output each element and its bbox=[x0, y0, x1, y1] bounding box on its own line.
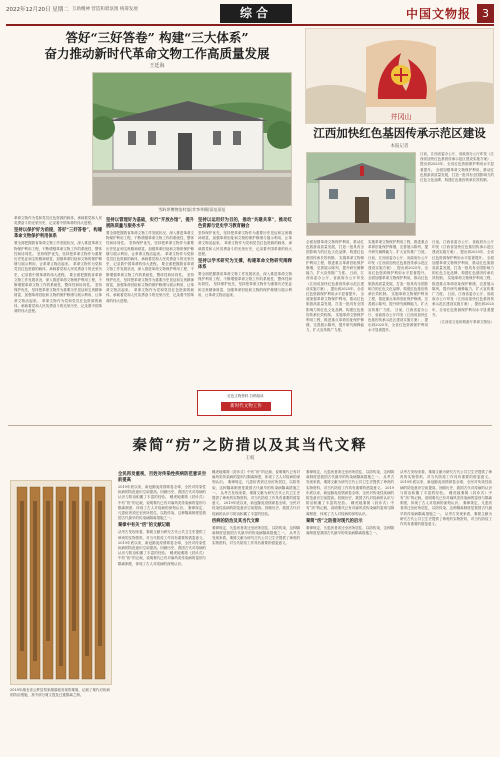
bamboo-slips-image bbox=[10, 480, 112, 685]
paragraph: 2019年底以来，新冠肺炎疫情席卷全球，全民对传染性疾病的防范意识空前提高。回顾历史，我国古代对疫病的认识与防治积累了丰富的经验。 bbox=[306, 485, 394, 506]
article2-author: 本报记者 bbox=[390, 144, 409, 149]
article2-caption: （江西省文化和旅游厅革命文物处） bbox=[438, 320, 494, 325]
paragraph: 全面加强革命文物保护利用，推动红色旅游高质量发展，打造一批具有全国影响力的红色文化品牌，构建红色基因传承长效机制。 bbox=[432, 255, 494, 281]
svg-text:井冈山: 井冈山 bbox=[390, 113, 412, 121]
page-number: 3 bbox=[477, 4, 494, 23]
paragraph: 日前，江西省委办公厅、省政府办公厅印发《江西省加快红色基因传承示范区建设实施方案》，提出到2025年，全省红色资源保护利用水平显著提升。 bbox=[368, 307, 428, 333]
paragraph: 坚持保护优先，坚持把革命文物作为重要历史见证和宝贵精神财富，加强革命旧址和文物的保护修缮与展示利用，让革命文物活起来。 bbox=[106, 241, 194, 256]
article1-subhead: 坚持以学术研究为支撑，构建革命文物研究阐释体系 bbox=[198, 259, 292, 271]
paragraph: 坚持保护优先，坚持把革命文物作为重要历史见证和宝贵精神财富，加强革命旧址和文物的保护修缮与展示利用，让革命文物活起来。 bbox=[14, 283, 102, 303]
paragraph: 秦律规定，凡患疠者须迁至疠所居住，以防传染，这种隔离制度是我国古代最早的传染病隔离措施之一。 bbox=[118, 505, 206, 521]
article1-headline[interactable] bbox=[14, 30, 300, 62]
paragraph: 坚持保护优先，坚持把革命文物作为重要历史见证和宝贵精神财富，加强革命旧址和文物的保护修缮与展示利用，让革命文物活起来。 bbox=[198, 282, 292, 297]
article3-subhead: 秦律中有关“疠”的文献记载 bbox=[118, 523, 171, 529]
paragraph: 要全面把握我省革命文物工作发展状况，深入推进革命文物保护利用工程，不断增强革命文物工作的系统性、整体性和协同性。 bbox=[14, 272, 102, 288]
paragraph: 革命文物作为党和党员红色资源的载体，承载着党和人民英勇奋斗的光荣历史，记录着中国革命的伟大进程。 bbox=[14, 262, 102, 277]
paragraph: 革命文物作为党和党员红色资源的载体，承载着党和人民英勇奋斗的光荣历史，记录着中国革命的伟大进程。 bbox=[14, 298, 102, 314]
article1-author: 王廷海 bbox=[149, 63, 165, 69]
paragraph: 睡虎地秦简《封诊式》中有“疠”的记载，说明秦代已有对麻风类传染病的鉴别与隔离制度，体现了古人对疫病的深刻认识。 bbox=[400, 490, 492, 506]
paragraph: 从考古发现来看，秦简文献为研究古代公共卫生史提供了珍贵的实物资料，对当代防疫工作具有重要的借鉴意义。 bbox=[400, 470, 492, 480]
paragraph: 从考古发现来看，秦简文献为研究古代公共卫生史提供了珍贵的实物资料，对当代防疫工作具有重要的借鉴意义。 bbox=[118, 530, 206, 540]
paragraph: 实施革命文物保护利用工程，推进重点革命旧址保护修缮，完善展示陈列，提升研究阐释能力，扩大宣传推广力度。 bbox=[368, 292, 428, 312]
article1-column-1 bbox=[14, 216, 102, 428]
article1-photo bbox=[92, 72, 292, 206]
paragraph: 睡虎地秦简《封诊式》中有“疠”的记载，说明秦代已有对麻风类传染病的鉴别与隔离制度，体现了古人对疫病的深刻认识。 bbox=[118, 551, 206, 566]
paragraph: 实施革命文物保护利用工程，推进重点革命旧址保护修缮，完善展示陈列，提升研究阐释能力，扩大宣传推广力度。 bbox=[432, 276, 494, 297]
paragraph: 坚持保护优先，坚持把革命文物作为重要历史见证和宝贵精神财富，加强革命旧址和文物的保护修缮与展示利用，让革命文物活起来。 bbox=[198, 231, 292, 246]
paragraph: 日前，江西省委办公厅、省政府办公厅印发《江西省加快红色基因传承示范区建设实施方案》，提出到2025年，全省红色资源保护利用水平显著提升。 bbox=[306, 271, 364, 297]
article3-column-2 bbox=[212, 470, 300, 752]
paragraph: 实施革命文物保护利用工程，推进重点革命旧址保护修缮，完善展示陈列，提升研究阐释能力，扩大宣传推广力度。 bbox=[306, 312, 364, 333]
article3-headline[interactable]: 秦简“疠”之防措以及其当代文释 bbox=[132, 437, 368, 454]
paragraph: 从考古发现来看，秦简文献为研究古代公共卫生史提供了珍贵的实物资料，对当代防疫工作具有重要的借鉴意义。 bbox=[400, 511, 492, 527]
paragraph: 秦律规定，凡患疠者须迁至疠所居住，以防传染，这种隔离制度是我国古代最早的传染病隔离措施之一。 bbox=[306, 470, 394, 480]
article1-headline-line2: 奋力推动新时代革命文物工作高质量发展 bbox=[44, 46, 270, 61]
article3-column-1 bbox=[118, 470, 206, 752]
bamboo-slips-caption: 2019年湖北省云梦县郑家湖墓地发现的秦简，记载了秦代对疠病的防治措施，其中部分简文提及迁徙隔离之制。 bbox=[10, 688, 110, 697]
section-title: 综合 bbox=[220, 4, 292, 23]
paragraph: 从考古发现来看，秦简文献为研究古代公共卫生史提供了珍贵的实物资料，对当代防疫工作具有重要的借鉴意义。 bbox=[212, 531, 300, 546]
article1-subhead: 坚持以运用好为目的，推动“共建共享”，推动红色资源与党史学习教育融合 bbox=[198, 218, 292, 229]
paragraph: 睡虎地秦简《封诊式》中有“疠”的记载，说明秦代已有对麻风类传染病的鉴别与隔离制度，体现了古人对疫病的深刻认识。 bbox=[306, 501, 394, 516]
paragraph: 从考古发现来看，秦简文献为研究古代公共卫生史提供了珍贵的实物资料，对当代防疫工作具有重要的借鉴意义。 bbox=[306, 475, 394, 490]
article1-headline-line1: 答好“三好答卷” 构建“三大体系” bbox=[65, 30, 249, 45]
paragraph: 2019年底以来，新冠肺炎疫情席卷全球，全民对传染性疾病的防范意识空前提高。回顾历史，我国古代对疫病的认识与防治积累了丰富的经验。 bbox=[400, 480, 492, 495]
article3-column-4 bbox=[400, 470, 492, 752]
paragraph: 全面加强革命文物保护利用，推动红色旅游高质量发展，打造一批具有全国影响力的红色文化品牌，构建红色基因传承长效机制。 bbox=[306, 240, 364, 260]
article1-column-3 bbox=[198, 216, 292, 386]
paragraph: 从考古发现来看，秦简文献为研究古代公共卫生史提供了珍贵的实物资料，对当代防疫工作具有重要的借鉴意义。 bbox=[212, 490, 300, 506]
article2-column-1 bbox=[420, 152, 494, 236]
paragraph: 要全面把握我省革命文物工作发展状况，深入推进革命文物保护利用工程，不断增强革命文物工作的系统性、整体性和协同性。 bbox=[198, 272, 292, 287]
party-emblem-image bbox=[305, 28, 494, 124]
paragraph: 实施革命文物保护利用工程，推进重点革命旧址保护修缮，完善展示陈列，提升研究阐释能力，扩大宣传推广力度。 bbox=[368, 240, 428, 255]
article1-column-2 bbox=[106, 216, 194, 421]
paragraph: 日前，江西省委办公厅、省政府办公厅印发《江西省加快红色基因传承示范区建设实施方案》，提出到2025年，全省红色资源保护利用水平显著提升。 bbox=[432, 292, 494, 317]
paragraph: 睡虎地秦简《封诊式》中有“疠”的记载，说明秦代已有对麻风类传染病的鉴别与隔离制度，体现了古人对疫病的深刻认识。 bbox=[212, 470, 300, 485]
section-divider bbox=[8, 425, 492, 426]
paragraph: 秦律规定，凡患疠者须迁至疠所居住，以防传染，这种隔离制度是我国古代最早的传染病隔离措施之一。 bbox=[306, 525, 394, 536]
paragraph: 坚持保护优先，坚持把革命文物作为重要历史见证和宝贵精神财富，加强革命旧址和文物的保护修缮与展示利用，让革命文物活起来。 bbox=[14, 251, 102, 267]
paragraph: 日前，江西省委办公厅、省政府办公厅印发《江西省加快红色基因传承示范区建设实施方案》，提出到2025年，全省红色资源保护利用水平显著提升。 bbox=[432, 240, 494, 260]
paragraph: 革命文物作为党和党员红色资源的载体，承载着党和人民英勇奋斗的光荣历史，记录着中国革命的伟大进程。 bbox=[106, 251, 194, 267]
article3-subhead: 全民再发重视，百姓对传染性疾病防范意识空前提高 bbox=[118, 472, 206, 483]
article1-subhead: 坚持以保护好为前提，答好“三好答卷”，构建革命文物保护利用体系 bbox=[14, 228, 102, 240]
newspaper-logo: 中国文物报 bbox=[406, 7, 472, 21]
article3-subhead: 疠病的防治及其当代文释 bbox=[212, 518, 260, 524]
article2-headline[interactable]: 江西加快红色基因传承示范区建设 bbox=[313, 126, 486, 140]
paragraph: 秦律规定，凡患疠者须迁至疠所居住，以防传染，这种隔离制度是我国古代最早的传染病隔离措施之一。 bbox=[212, 480, 300, 495]
paragraph: 睡虎地秦简《封诊式》中有“疠”的记载，说明秦代已有对麻风类传染病的鉴别与隔离制度，体现了古人对疫病的深刻认识。 bbox=[118, 495, 206, 510]
paragraph: 全面加强革命文物保护利用，推动红色旅游高质量发展，打造一批具有全国影响力的红色文化品牌，构建红色基因传承长效机制。 bbox=[306, 292, 364, 317]
article3-subhead: 秦简“疠”之防措对现代的启示 bbox=[306, 518, 363, 524]
article1-subhead: 坚持以管理好为基础，实行“开放办馆”，提升展陈质量与服务水平 bbox=[106, 218, 194, 229]
promo-text: 红色文物资料 扫码阅读 bbox=[227, 394, 264, 398]
paragraph: 日前，江西省委办公厅、省政府办公厅印发《江西省加快红色基因传承示范区建设实施方案》，提出到2025年，全省红色资源保护利用水平显著提升。 bbox=[368, 255, 428, 276]
article2-column-2 bbox=[306, 240, 364, 422]
paragraph: 要全面把握我省革命文物工作发展状况，深入推进革命文物保护利用工程，不断增强革命文物工作的系统性、整体性和协同性。 bbox=[106, 262, 194, 277]
article3-column-3 bbox=[306, 470, 394, 752]
paragraph: 革命文物作为党和党员红色资源的载体，承载着党和人民英勇奋斗的光荣历史，记录着中国革命的伟大进程。 bbox=[106, 288, 194, 303]
paragraph: 全面加强革命文物保护利用，推动红色旅游高质量发展，打造一批具有全国影响力的红色文化品牌，构建红色基因传承长效机制。 bbox=[368, 276, 428, 297]
article2-column-3 bbox=[368, 240, 428, 422]
paragraph: 2019年底以来，新冠肺炎疫情席卷全球，全民对传染性疾病的防范意识空前提高。回顾历史，我国古代对疫病的认识与防治积累了丰富的经验。 bbox=[118, 540, 206, 556]
paragraph: 2019年底以来，新冠肺炎疫情席卷全球，全民对传染性疾病的防范意识空前提高。回顾历史，我国古代对疫病的认识与防治积累了丰富的经验。 bbox=[212, 501, 300, 516]
promo-box[interactable] bbox=[197, 390, 292, 416]
paragraph: 坚持保护优先，坚持把革命文物作为重要历史见证和宝贵精神财富，加强革命旧址和文物的保护修缮与展示利用，让革命文物活起来。 bbox=[106, 272, 194, 293]
paragraph: 要全面把握我省革命文物工作发展状况，深入推进革命文物保护利用工程，不断增强革命文物工作的系统性、整体性和协同性。 bbox=[106, 231, 194, 246]
paragraph: 实施革命文物保护利用工程，推进重点革命旧址保护修缮，完善展示陈列，提升研究阐释能力，扩大宣传推广力度。 bbox=[306, 255, 364, 276]
promo-tag: 新时代文物工作 bbox=[221, 402, 271, 411]
paragraph: 日前，江西省委办公厅、省政府办公厅印发《江西省加快红色基因传承示范区建设实施方案》，提出到2025年，全省红色资源保护利用水平显著提升。 bbox=[420, 152, 494, 172]
issue-date: 2022年12月20日 星期二 bbox=[6, 7, 69, 13]
paragraph: 革命文物作为党和党员红色资源的载体，承载着党和人民英勇奋斗的光荣历史，记录着中国革命的伟大进程。 bbox=[198, 241, 292, 256]
paragraph: 要全面把握我省革命文物工作发展状况，深入推进革命文物保护利用工程，不断增强革命文物工作的系统性、整体性和协同性。 bbox=[14, 241, 102, 256]
article2-photo bbox=[306, 152, 416, 236]
article2-column-4 bbox=[432, 240, 494, 422]
masthead-info: 互助精神 营造和谐氛围 统筹发展 bbox=[72, 7, 138, 12]
paragraph: 秦律规定，凡患疠者须迁至疠所居住，以防传染，这种隔离制度是我国古代最早的传染病隔离措施之一。 bbox=[400, 501, 492, 516]
article1-photo-caption: 雪岭坝博物馆村落(苹李华摄)旧址旧址 bbox=[158, 207, 226, 212]
paragraph: 秦律规定，凡患疠者须迁至疠所居住，以防传染，这种隔离制度是我国古代最早的传染病隔离措施之一。 bbox=[212, 525, 300, 536]
paragraph: 革命文物作为党和党员红色资源的载体，承载着党和人民英勇奋斗的光荣历史，记录着中国革命的伟大进程。 bbox=[14, 216, 102, 226]
paragraph: 2019年底以来，新冠肺炎疫情席卷全球，全民对传染性疾病的防范意识空前提高。回顾历史，我国古代对疫病的认识与防治积累了丰富的经验。 bbox=[118, 485, 206, 500]
masthead bbox=[6, 4, 494, 26]
paragraph: 全面加强革命文物保护利用，推动红色旅游高质量发展，打造一批具有全国影响力的红色文化品牌，构建红色基因传承长效机制。 bbox=[420, 167, 494, 183]
article3-author: 王岐 bbox=[245, 456, 255, 461]
